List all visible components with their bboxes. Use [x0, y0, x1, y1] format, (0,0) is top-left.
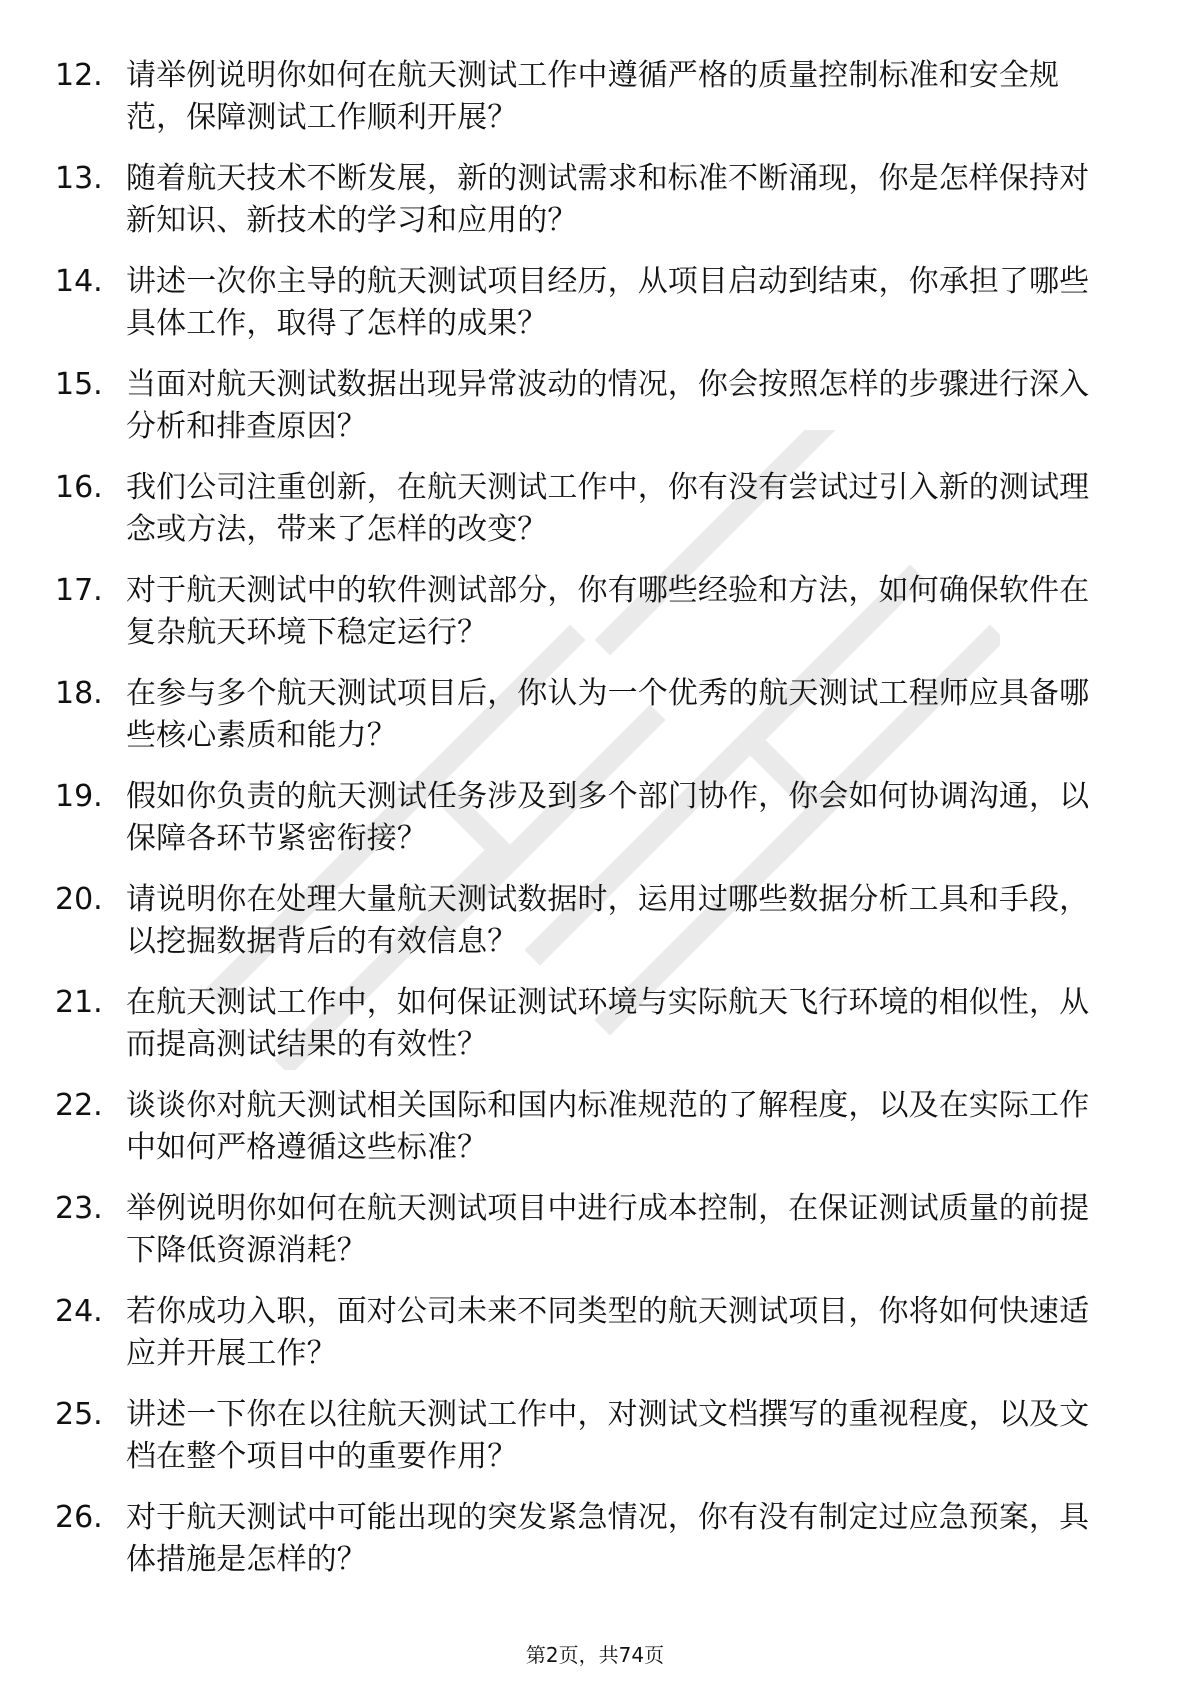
question-number: 22.	[55, 1088, 103, 1123]
question-text: 请说明你在处理大量航天测试数据时，运用过哪些数据分析工具和手段，以挖掘数据背后的有效信息？	[126, 882, 1090, 959]
question-text: 随着航天技术不断发展，新的测试需求和标准不断涌现，你是怎样保持对新知识、新技术的学习和应用的？	[126, 161, 1090, 238]
question-item	[0, 1085, 1190, 1188]
page-footer	[0, 1642, 1190, 1668]
question-number: 23.	[55, 1191, 103, 1226]
question-item	[0, 261, 1190, 364]
question-text: 在航天测试工作中，如何保证测试环境与实际航天飞行环境的相似性，从而提高测试结果的有效性？	[126, 985, 1090, 1062]
question-number: 14.	[55, 264, 103, 299]
question-number: 20.	[55, 882, 103, 917]
question-item	[0, 879, 1190, 982]
question-number: 18.	[55, 676, 103, 711]
question-text: 谈谈你对航天测试相关国际和国内标准规范的了解程度，以及在实际工作中如何严格遵循这些标准？	[126, 1088, 1090, 1165]
question-text: 当面对航天测试数据出现异常波动的情况，你会按照怎样的步骤进行深入分析和排查原因？	[126, 367, 1090, 444]
question-number: 25.	[55, 1397, 103, 1432]
question-text: 对于航天测试中可能出现的突发紧急情况，你有没有制定过应急预案，具体措施是怎样的？	[126, 1500, 1090, 1577]
question-number: 21.	[55, 985, 103, 1020]
question-item	[0, 158, 1190, 261]
question-item	[0, 776, 1190, 879]
question-text: 对于航天测试中的软件测试部分，你有哪些经验和方法，如何确保软件在复杂航天环境下稳定运行？	[126, 573, 1090, 650]
question-list	[0, 55, 1190, 1600]
question-item	[0, 55, 1190, 158]
question-number: 17.	[55, 573, 103, 608]
question-text: 在参与多个航天测试项目后，你认为一个优秀的航天测试工程师应具备哪些核心素质和能力？	[126, 676, 1090, 753]
question-item	[0, 1394, 1190, 1497]
question-text: 假如你负责的航天测试任务涉及到多个部门协作，你会如何协调沟通，以保障各环节紧密衔接？	[126, 779, 1090, 856]
question-item	[0, 364, 1190, 467]
question-item	[0, 673, 1190, 776]
question-text: 讲述一下你在以往航天测试工作中，对测试文档撰写的重视程度，以及文档在整个项目中的重要作用？	[126, 1397, 1090, 1474]
question-item	[0, 570, 1190, 673]
question-text: 请举例说明你如何在航天测试工作中遵循严格的质量控制标准和安全规范，保障测试工作顺利开展？	[126, 58, 1060, 135]
question-item	[0, 467, 1190, 570]
question-item	[0, 1291, 1190, 1394]
question-number: 15.	[55, 367, 103, 402]
question-item	[0, 982, 1190, 1085]
page-number-label: 第2页，共74页	[525, 1643, 665, 1667]
question-item	[0, 1188, 1190, 1291]
question-number: 13.	[55, 161, 103, 196]
question-number: 26.	[55, 1500, 103, 1535]
question-text: 讲述一次你主导的航天测试项目经历，从项目启动到结束，你承担了哪些具体工作，取得了怎样的成果？	[126, 264, 1090, 341]
question-text: 若你成功入职，面对公司未来不同类型的航天测试项目，你将如何快速适应并开展工作？	[126, 1294, 1090, 1371]
question-number: 24.	[55, 1294, 103, 1329]
question-number: 12.	[55, 58, 103, 93]
question-number: 19.	[55, 779, 103, 814]
question-item	[0, 1497, 1190, 1600]
question-text: 我们公司注重创新，在航天测试工作中，你有没有尝试过引入新的测试理念或方法，带来了怎样的改变？	[126, 470, 1090, 547]
question-text: 举例说明你如何在航天测试项目中进行成本控制，在保证测试质量的前提下降低资源消耗？	[126, 1191, 1090, 1268]
question-number: 16.	[55, 470, 103, 505]
